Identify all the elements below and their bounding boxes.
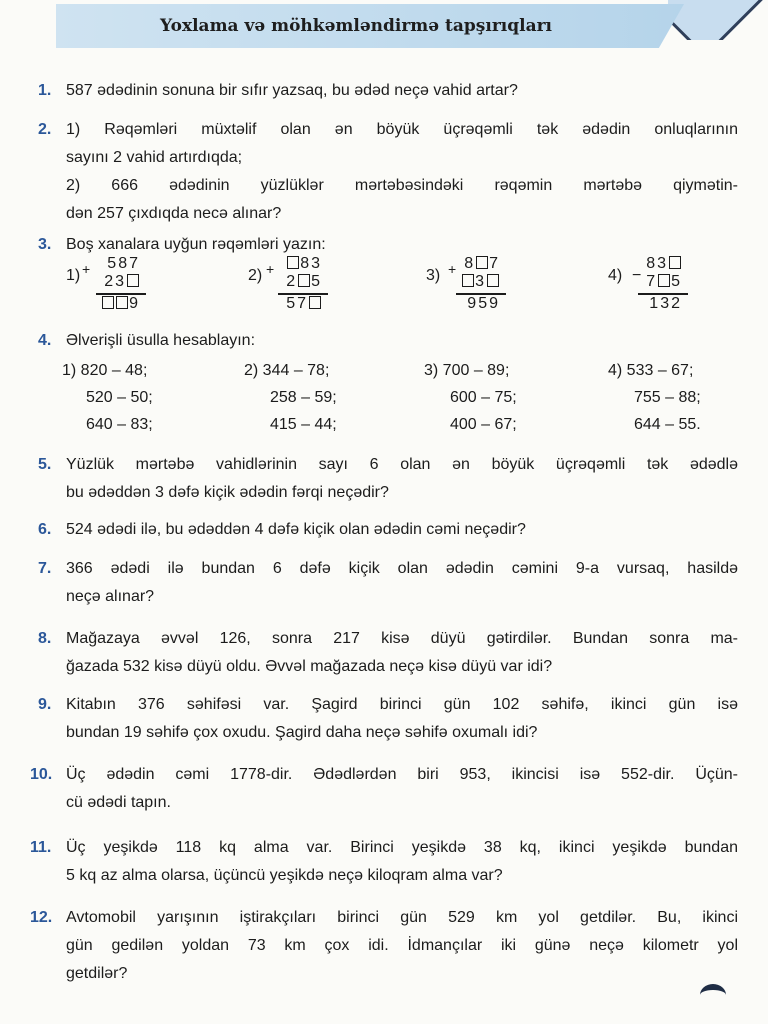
task-number: 10. (30, 766, 53, 783)
plus-sign: + (82, 261, 91, 277)
exercise: 4) 533 – 67; (608, 362, 694, 379)
task-text-line: cü ədədi tapın. (66, 794, 171, 811)
task-text-line: 366 ədədi ilə bundan 6 dəfə kiçik olan ədədin cəmini 9-a vursaq, hasildə (66, 560, 738, 577)
subtrahend: 7 (646, 273, 658, 290)
addend-mid: 23 (104, 273, 126, 290)
empty-box[interactable] (287, 256, 299, 269)
item-label: 2) (248, 267, 263, 284)
column-sum-1 (66, 255, 146, 325)
item-label: 3) (426, 267, 441, 284)
task-text-line: 5 kq az alma olarsa, üçüncü yeşikdə neçə kiloqram alma var? (66, 867, 503, 884)
task-number: 6. (38, 521, 52, 538)
task-text-line: gün gedilən yoldan 73 km çox idi. İdmançılar iki günə neçə kilometr yol (66, 937, 738, 954)
exercise: 3) 700 – 89; (424, 362, 510, 379)
result: 57 (286, 295, 308, 312)
empty-box[interactable] (102, 296, 114, 309)
empty-box[interactable] (309, 296, 321, 309)
exercise: 520 – 50; (86, 389, 153, 406)
exercise: 640 – 83; (86, 416, 153, 433)
exercise: 258 – 59; (270, 389, 337, 406)
plus-sign: + (448, 261, 457, 277)
task-text-line: bundan 19 səhifə çox oxudu. Şagird daha neçə səhifə oxumalı idi? (66, 724, 538, 741)
task-text-line: Üç ədədin cəmi 1778-dir. Ədədlərdən biri 953, ikincisi isə 552-dir. Üçün- (66, 766, 738, 783)
task-text: Boş xanalara uyğun rəqəmləri yazın: (66, 236, 326, 253)
empty-box[interactable] (476, 256, 488, 269)
result: 9 (129, 295, 140, 312)
empty-box[interactable] (298, 274, 310, 287)
task-text-line: sayını 2 vahid artırdıqda; (66, 149, 243, 166)
task-text-line: neçə alınar? (66, 588, 155, 605)
exercise: 755 – 88; (634, 389, 701, 406)
addend-mid: 3 (475, 273, 486, 290)
task-number: 9. (38, 696, 52, 713)
empty-box[interactable] (116, 296, 128, 309)
task-text-line: dən 257 çıxdıqda necə alınar? (66, 205, 282, 222)
column-sum-3 (426, 255, 506, 325)
exercise: 400 – 67; (450, 416, 517, 433)
task-number: 5. (38, 456, 52, 473)
addend-top: 83 (300, 255, 322, 272)
empty-box[interactable] (462, 274, 474, 287)
minus-sign: − (632, 267, 642, 284)
task-number: 3. (38, 236, 52, 253)
result: 132 (649, 295, 682, 312)
task-number: 11. (30, 839, 52, 856)
addend-top: 587 (107, 255, 140, 272)
addend-top: 7 (489, 255, 500, 272)
addend-mid: 5 (311, 273, 322, 290)
addend-top: 8 (464, 255, 476, 272)
exercise: 2) 344 – 78; (244, 362, 330, 379)
task-text-line: Mağazaya əvvəl 126, sonra 217 kisə düyü gətirdilər. Bundan sonra ma- (66, 630, 738, 647)
task-text: Əlverişli üsulla hesablayın: (66, 332, 256, 349)
empty-box[interactable] (658, 274, 670, 287)
task-text-line: Yüzlük mərtəbə vahidlərinin sayı 6 olan ən böyük üçrəqəmli tək ədədlə (66, 456, 738, 473)
task-text-line: 2) 666 ədədinin yüzlüklər mərtəbəsindəki rəqəmin mərtəbə qiymətin- (66, 177, 738, 194)
corner-badge (668, 0, 768, 40)
empty-box[interactable] (487, 274, 499, 287)
empty-box[interactable] (669, 256, 681, 269)
page-title: Yoxlama və möhkəmləndirmə tapşırıqları (159, 16, 553, 36)
subtrahend: 5 (671, 273, 682, 290)
task-text-line: ğazada 532 kisə düyü oldu. Əvvəl mağazada neçə kisə düyü var idi? (66, 658, 553, 675)
empty-box[interactable] (127, 274, 139, 287)
task-text-line: getdilər? (66, 965, 128, 982)
column-difference-4 (608, 255, 688, 325)
task-text: 587 ədədinin sonuna bir sıfır yazsaq, bu ədəd neçə vahid artar? (66, 82, 518, 99)
column-sum-2 (248, 255, 328, 325)
task-number: 2. (38, 121, 52, 138)
task-number: 12. (30, 909, 53, 926)
item-label: 4) (608, 267, 623, 284)
page-corner-decoration (700, 984, 726, 1006)
addend-mid: 2 (286, 273, 298, 290)
task-text-line: Avtomobil yarışının iştirakçıları birinci gün 529 km yol getdilər. Bu, ikinci (66, 909, 738, 926)
task-number: 1. (38, 82, 52, 99)
minuend: 83 (646, 255, 668, 272)
task-text-line: Üç yeşikdə 118 kq alma var. Birinci yeşikdə 38 kq, ikinci yeşikdə bundan (66, 839, 738, 856)
task-text: 524 ədədi ilə, bu ədəddən 4 dəfə kiçik olan ədədin cəmi neçədir? (66, 521, 526, 538)
task-number: 8. (38, 630, 52, 647)
exercise: 600 – 75; (450, 389, 517, 406)
task-text-line: bu ədəddən 3 dəfə kiçik ədədin fərqi neçədir? (66, 484, 389, 501)
task-text-line: 1) Rəqəmləri müxtəlif olan ən böyük üçrəqəmli tək ədədin onluqlarının (66, 121, 738, 138)
task-number: 4. (38, 332, 52, 349)
item-label: 1) (66, 267, 81, 284)
exercise: 415 – 44; (270, 416, 337, 433)
task-text-line: Kitabın 376 səhifəsi var. Şagird birinci gün 102 səhifə, ikinci gün isə (66, 696, 738, 713)
result: 959 (467, 295, 500, 312)
exercise: 644 – 55. (634, 416, 701, 433)
plus-sign: + (266, 261, 275, 277)
exercise: 1) 820 – 48; (62, 362, 148, 379)
task-number: 7. (38, 560, 52, 577)
